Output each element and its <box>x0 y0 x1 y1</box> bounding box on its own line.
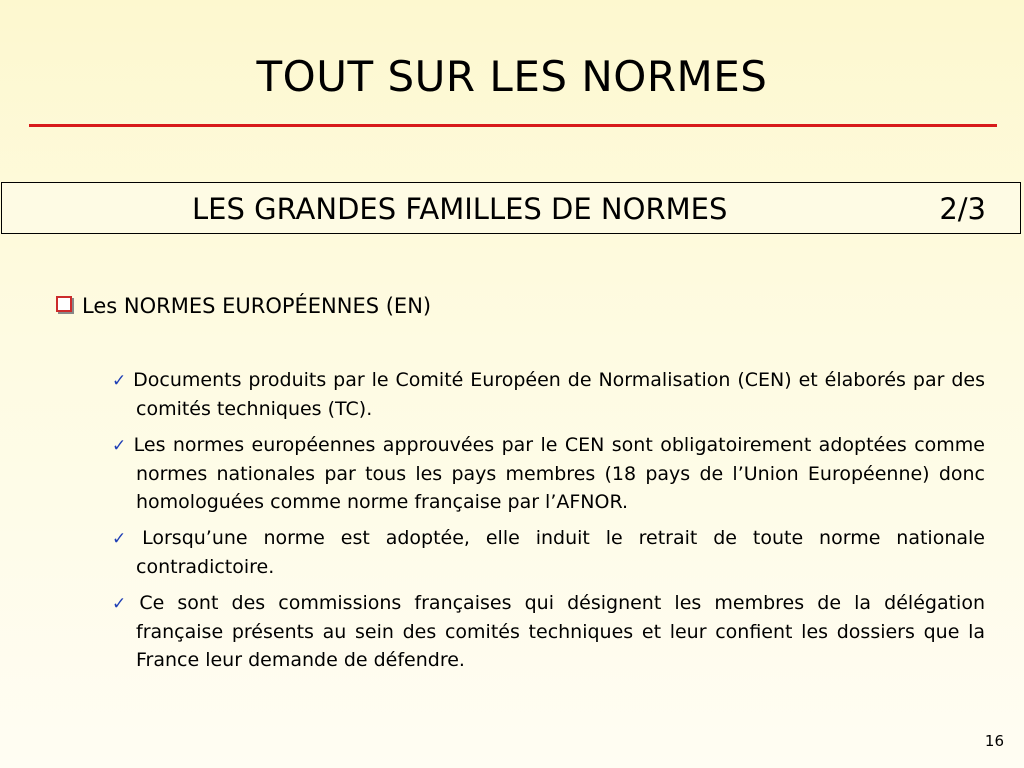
checkbox-square-icon <box>56 296 72 312</box>
bullet-text: Lorsqu’une norme est adoptée, elle induit le retrait de toute norme nationale contradictoire. <box>136 527 985 578</box>
bullet-item <box>106 366 985 423</box>
bullet-item <box>106 589 985 674</box>
section-heading <box>56 294 431 318</box>
subtitle-box <box>1 182 1021 234</box>
bullet-text: Les normes européennes approuvées par le CEN sont obligatoirement adoptées comme normes nationales par tous les pays membres (18 pays de l’Union Européenne) donc homologuées comme norme française par l’AFNOR. <box>133 434 985 513</box>
bullet-item <box>106 431 985 516</box>
checkmark-icon: ✓ <box>112 371 128 391</box>
bullet-item <box>106 524 985 581</box>
bullet-text: Ce sont des commissions françaises qui désignent les membres de la délégation française présents au sein des comités techniques et leur confient les dossiers que la France leur demande de défendre. <box>136 592 985 671</box>
checkmark-icon: ✓ <box>112 529 137 549</box>
subtitle-text: LES GRANDES FAMILLES DE NORMES <box>192 192 728 226</box>
title-underline <box>29 124 997 127</box>
section-heading-text: Les NORMES EUROPÉENNES (EN) <box>82 294 432 318</box>
bullet-text: Documents produits par le Comité Européen de Normalisation (CEN) et élaborés par des comités techniques (TC). <box>133 369 985 420</box>
page-number: 16 <box>984 732 1004 750</box>
checkmark-icon: ✓ <box>112 594 134 614</box>
subtitle-page-indicator: 2/3 <box>939 192 986 226</box>
bullet-list <box>106 366 985 682</box>
slide-title: TOUT SUR LES NORMES <box>256 52 768 101</box>
checkmark-icon: ✓ <box>112 436 128 456</box>
